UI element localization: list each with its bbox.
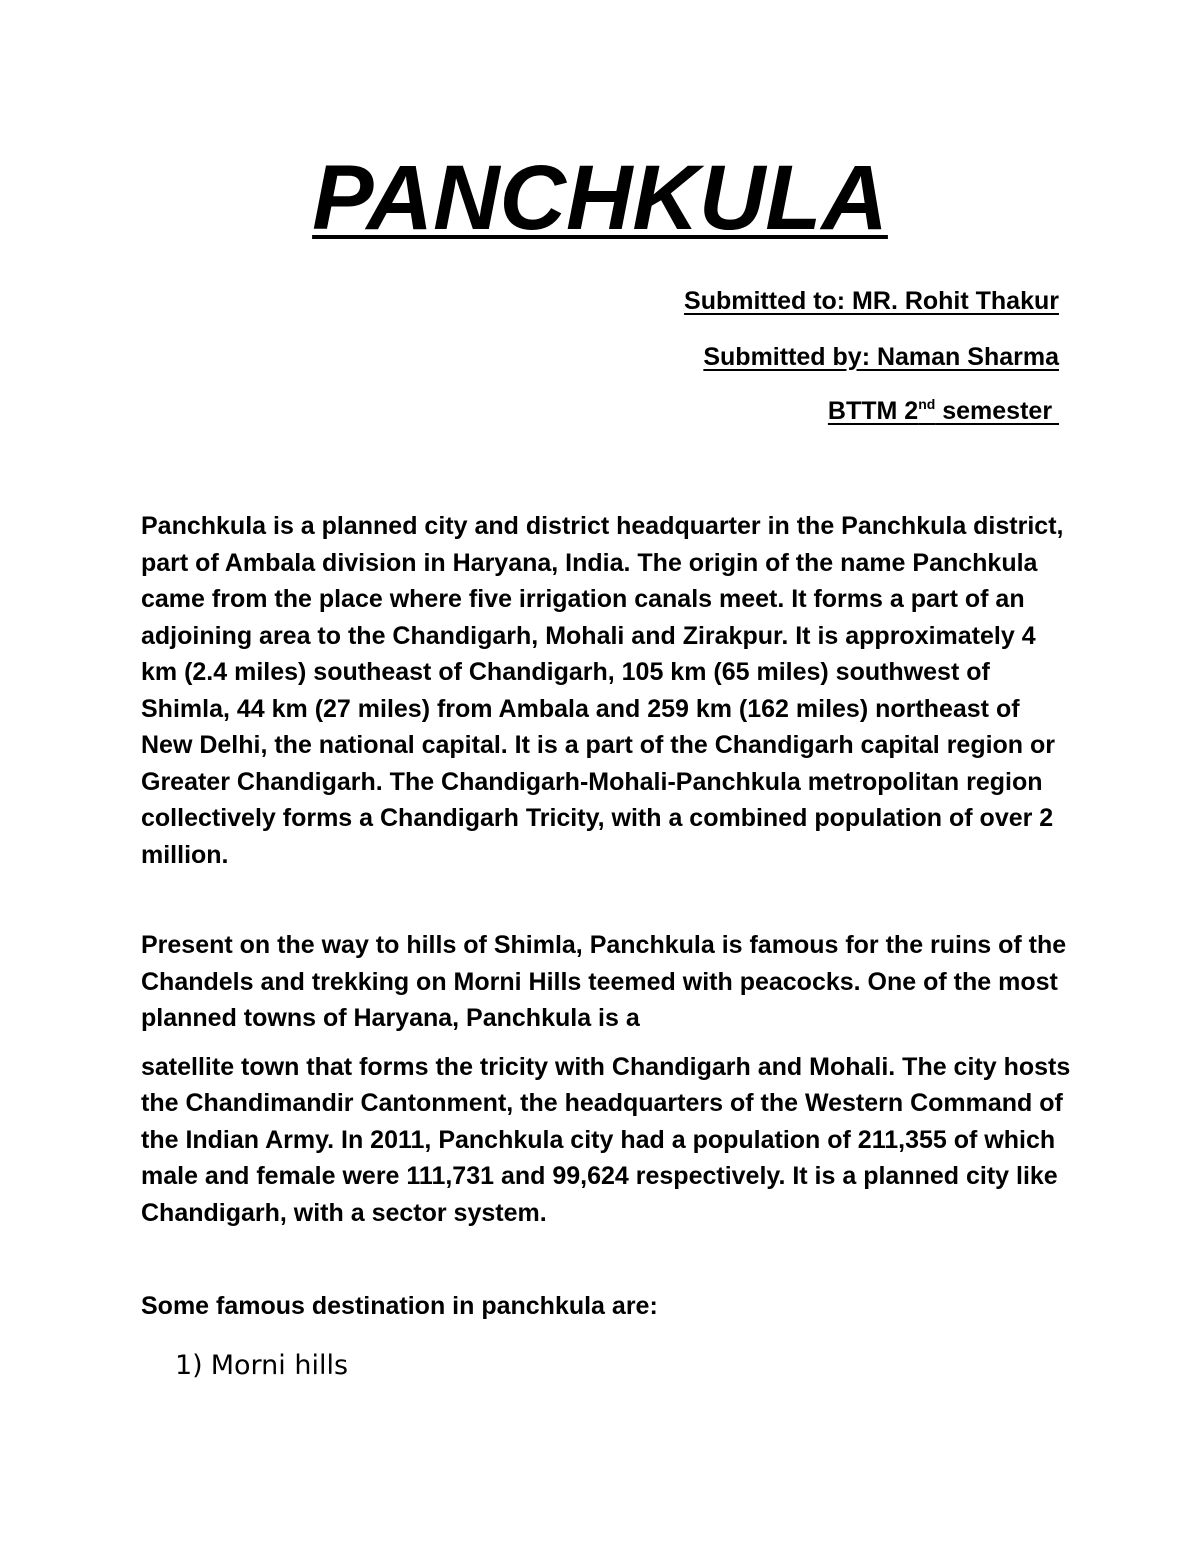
list-item xyxy=(175,1346,348,1386)
paragraph-attractions-part-1: Present on the way to hills of Shimla, Panchkula is famous for the ruins of the Chandels and trekking on Morni Hills teemed with peacocks. One of the most planned towns of Haryana, Panchkula is a xyxy=(141,931,1067,1032)
paragraph-intro: Panchkula is a planned city and district headquarter in the Panchkula district, part of Ambala division in Haryana, India. The origin of the name Panchkula came from the place where five irrigation canals meet. It forms a part of an adjoining area to the Chandigarh, Mohali and Zirakpur. It is approximately 4 km (2.4 miles) southeast of Chandigarh, 105 km (65 miles) southwest of Shimla, 44 km (27 miles) from Ambala and 259 km (162 miles) northeast of New Delhi, the national capital. It is a part of the Chandigarh capital region or Greater Chandigarh. The Chandigarh-Mohali-Panchkula metropolitan region collectively forms a Chandigarh Tricity, with a combined population of over 2 million. xyxy=(141,512,1064,869)
paragraph-attractions xyxy=(141,927,1071,1231)
list-item-number: 1) xyxy=(175,1350,203,1381)
course-superscript: nd xyxy=(918,396,936,412)
course-suffix: semester xyxy=(935,397,1059,425)
course-semester xyxy=(684,394,1059,434)
submitted-to: Submitted to: MR. Rohit Thakur xyxy=(684,287,1059,315)
submitted-by: Submitted by: Naman Sharma xyxy=(703,343,1059,371)
destinations-heading: Some famous destination in panchkula are: xyxy=(141,1292,658,1320)
paragraph-attractions-part-2: satellite town that forms the tricity with Chandigarh and Mohali. The city hosts the Chandimandir Cantonment, the headquarters of the Western Command of the Indian Army. In 2011, Panchkula city had a population of 211,355 of which male and female were 111,731 and 99,624 respectively. It is a planned city like Chandigarh, with a sector system. xyxy=(141,1052,1071,1227)
document-title xyxy=(0,148,1200,248)
list-item-name: Morni hills xyxy=(210,1350,349,1381)
course-prefix: BTTM 2 xyxy=(827,397,919,425)
submission-block xyxy=(684,284,1059,434)
document-title-text: PANCHKULA xyxy=(312,147,888,249)
